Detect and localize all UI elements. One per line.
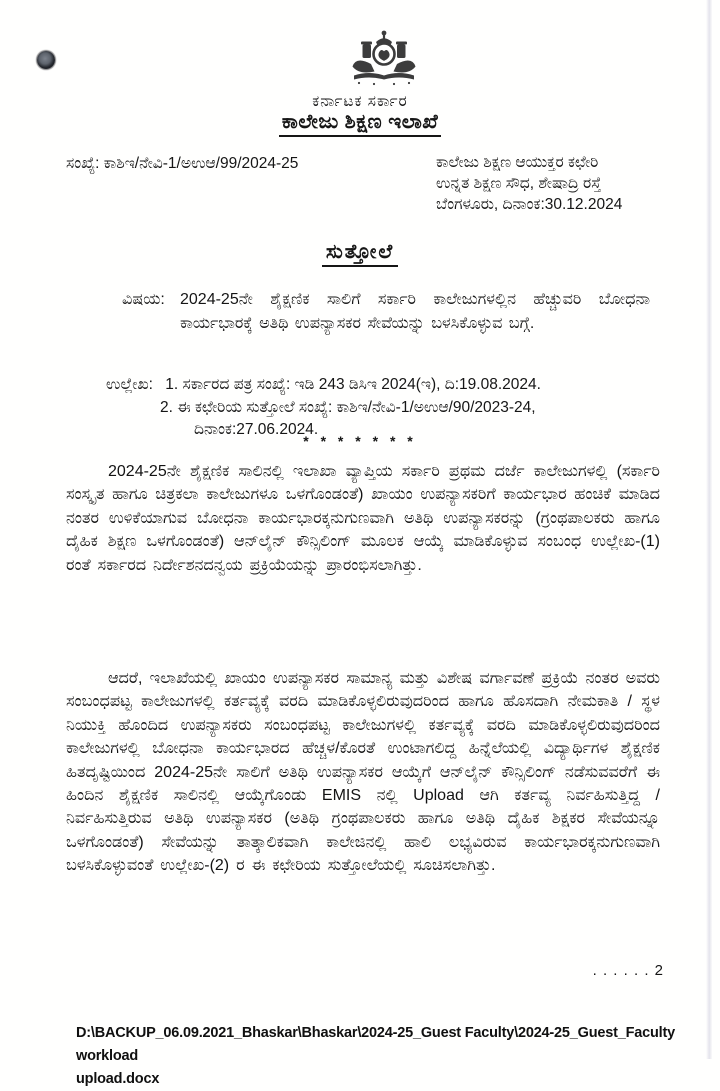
circular-title-text: ಸುತ್ತೋಲೆ [322,241,398,267]
footer-file-path-line2: upload.docx [76,1071,160,1087]
asterisk-separator: * * * * * * * [303,433,417,449]
office-address [436,152,688,215]
footer-file-path [76,1022,708,1091]
body-paragraph-1: 2024-25ನೇ ಶೈಕ್ಷಣಿಕ ಸಾಲಿನಲ್ಲಿ ಇಲಾಖಾ ವ್ಯಾಪ್ತಿಯ ಸರ್ಕಾರಿ ಪ್ರಥಮ ದರ್ಜೆ ಕಾಲೇಜುಗಳಲ್ಲಿ (ಸರ್ಕಾರಿ ಸಂಸ್ಕೃತ ಹಾಗೂ ಚಿತ್ರಕಲಾ ಕಾಲೇಜುಗಳೂ ಒಳಗೊಂಡಂತೆ) ಖಾಯಂ ಉಪನ್ಯಾಸಕರಿಗೆ ಕಾರ್ಯಭಾರ ಹಂಚಿಕೆ ಮಾಡಿದ ನಂತರ ಉಳಿಕೆಯಾಗುವ ಬೋಧನಾ ಕಾರ್ಯಭಾರಕ್ಕನುಗುಣವಾಗಿ ಅತಿಥಿ ಉಪನ್ಯಾಸಕರನ್ನು (ಗ್ರಂಥಪಾಲಕರು ಹಾಗೂ ದೈಹಿಕ ಶಿಕ್ಷಣ ಒಳಗೊಂಡಂತೆ) ಆನ್‌ಲೈನ್ ಕೌನ್ಸಿಲಿಂಗ್ ಮೂಲಕ ಆಯ್ಕೆ ಮಾಡಿಕೊಳ್ಳುವ ಸಂಬಂಧ ಉಲ್ಲೇಖ-(1) ರಂತೆ ಸರ್ಕಾರದ ನಿರ್ದೇಶನದನ್ವಯ ಪ್ರಕ್ರಿಯೆಯನ್ನು ಪ್ರಾರಂಭಿಸಲಾಗಿತ್ತು. [66,463,660,574]
subject-block [122,288,650,336]
subject-text: 2024-25ನೇ ಶೈಕ್ಷಣಿಕ ಸಾಲಿಗೆ ಸರ್ಕಾರಿ ಕಾಲೇಜುಗಳಲ್ಲಿನ ಹೆಚ್ಚುವರಿ ಬೋಧನಾ ಕಾರ್ಯಭಾರಕ್ಕೆ ಅತಿಥಿ ಉಪನ್ಯಾಸಕರ ಸೇವೆಯನ್ನು ಬಳಸಿಕೊಳ್ಳುವ ಬಗ್ಗೆ. [180,291,650,332]
references-block [106,374,666,442]
department-name [0,111,720,137]
department-name-text: ಕಾಲೇಜು ಶಿಕ್ಷಣ ಇಲಾಖೆ [279,111,441,137]
office-address-line: ಕಾಲೇಜು ಶಿಕ್ಷಣ ಆಯುಕ್ತರ ಕಛೇರಿ [436,154,599,171]
office-address-line: ಉನ್ನತ ಶಿಕ್ಷಣ ಸೌಧ, ಶೇಷಾದ್ರಿ ರಸ್ತೆ [436,175,602,192]
reference-item-1: 1. ಸರ್ಕಾರದ ಪತ್ರ ಸಂಖ್ಯೆ: ಇಡಿ 243 ಡಿಸಿಇ 2024(ಇ), ದಿ:19.08.2024. [165,376,541,393]
reference-item-2-continuation: ದಿನಾಂಕ:27.06.2024. [194,421,319,438]
scan-edge-artifact [706,0,712,1059]
body-paragraph-2: ಆದರೆ, ಇಲಾಖೆಯಲ್ಲಿ ಖಾಯಂ ಉಪನ್ಯಾಸಕರ ಸಾಮಾನ್ಯ ಮತ್ತು ವಿಶೇಷ ವರ್ಗಾವಣೆ ಪ್ರಕ್ರಿಯೆ ನಂತರ ಅವರು ಸಂಬಂಧಪಟ್ಟ ಕಾಲೇಜುಗಳಲ್ಲಿ ಕರ್ತವ್ಯಕ್ಕೆ ವರದಿ ಮಾಡಿಕೊಳ್ಳಲಿರುವುದರಿಂದ ಹಾಗೂ ಹೊಸದಾಗಿ ನೇಮಕಾತಿ / ಸ್ಥಳ ನಿಯುಕ್ತಿ ಹೊಂದಿದ ಉಪನ್ಯಾಸಕರು ಸಂಬಂಧಪಟ್ಟ ಕಾಲೇಜುಗಳಲ್ಲಿ ಕರ್ತವ್ಯಕ್ಕೆ ವರದಿ ಮಾಡಿಕೊಳ್ಳಲಿರುವುದರಿಂದ ಕಾಲೇಜುಗಳಲ್ಲಿ ಬೋಧನಾ ಕಾರ್ಯಭಾರದ ಹೆಚ್ಚಳ/ಕೊರತೆ ಉಂಟಾಗಲಿದ್ದ ಹಿನ್ನೆಲೆಯಲ್ಲಿ ವಿದ್ಯಾರ್ಥಿಗಳ ಶೈಕ್ಷಣಿಕ ಹಿತದೃಷ್ಟಿಯಿಂದ 2024-25ನೇ ಸಾಲಿಗೆ ಅತಿಥಿ ಉಪನ್ಯಾಸಕರ ಆಯ್ಕೆಗೆ ಆನ್‌ಲೈನ್ ಕೌನ್ಸಿಲಿಂಗ್ ನಡೆಸುವವರೆಗೆ ಈ ಹಿಂದಿನ ಶೈಕ್ಷಣಿಕ ಸಾಲಿನಲ್ಲಿ ಆಯ್ಕೆಗೊಂಡು EMIS ನಲ್ಲಿ Upload ಆಗಿ ಕರ್ತವ್ಯ ನಿರ್ವಹಿಸುತ್ತಿದ್ದ / ನಿರ್ವಹಿಸುತ್ತಿರುವ ಅತಿಥಿ ಉಪನ್ಯಾಸಕರ (ಅತಿಥಿ ಗ್ರಂಥಪಾಲಕರು ಹಾಗೂ ಅತಿಥಿ ದೈಹಿಕ ಶಿಕ್ಷಕರ ಸೇವೆಯನ್ನೂ ಒಳಗೊಂಡಂತೆ) ಸೇವೆಯನ್ನು ತಾತ್ಕಾಲಿಕವಾಗಿ ಕಾಲೇಜಿನಲ್ಲಿ ಹಾಲಿ ಲಭ್ಯವಿರುವ ಕಾರ್ಯಭಾರಕ್ಕನುಗುಣವಾಗಿ ಬಳಸಿಕೊಳ್ಳುವಂತೆ ಉಲ್ಲೇಖ-(2) ರ ಈ ಕಛೇರಿಯ ಸುತ್ತೋಲೆಯಲ್ಲಿ ಸೂಚಿಸಲಾಗಿತ್ತು. [66,670,660,875]
office-address-line: ಬೆಂಗಳೂರು, ದಿನಾಂಕ:30.12.2024 [436,196,623,213]
reference-item-2: 2. ಈ ಕಛೇರಿಯ ಸುತ್ತೋಲೆ ಸಂಖ್ಯೆ: ಕಾಶಿಇ/ನೇವಿ-1/ಅಉಆ/90/2023-24, [160,398,536,416]
punch-hole-artifact [37,51,55,69]
page-number-marker: . . . . . . 2 [592,962,664,979]
circular-title [0,241,720,267]
reference-number: ಸಂಖ್ಯೆ: ಕಾಶಿಇ/ನೇವಿ-1/ಅಉಆ/99/2024-25 [66,155,299,172]
references-label: ಉಲ್ಲೇಖ: [106,376,153,393]
subject-label: ವಿಷಯ: [122,291,165,308]
karnataka-state-emblem-icon [346,29,422,87]
government-name: ಕರ್ನಾಟಕ ಸರ್ಕಾರ [312,93,408,110]
footer-file-path-line1: D:\BACKUP_06.09.2021_Bhaskar\Bhaskar\2024-25_Guest Faculty\2024-25_Guest_Faculty workload [76,1025,675,1064]
